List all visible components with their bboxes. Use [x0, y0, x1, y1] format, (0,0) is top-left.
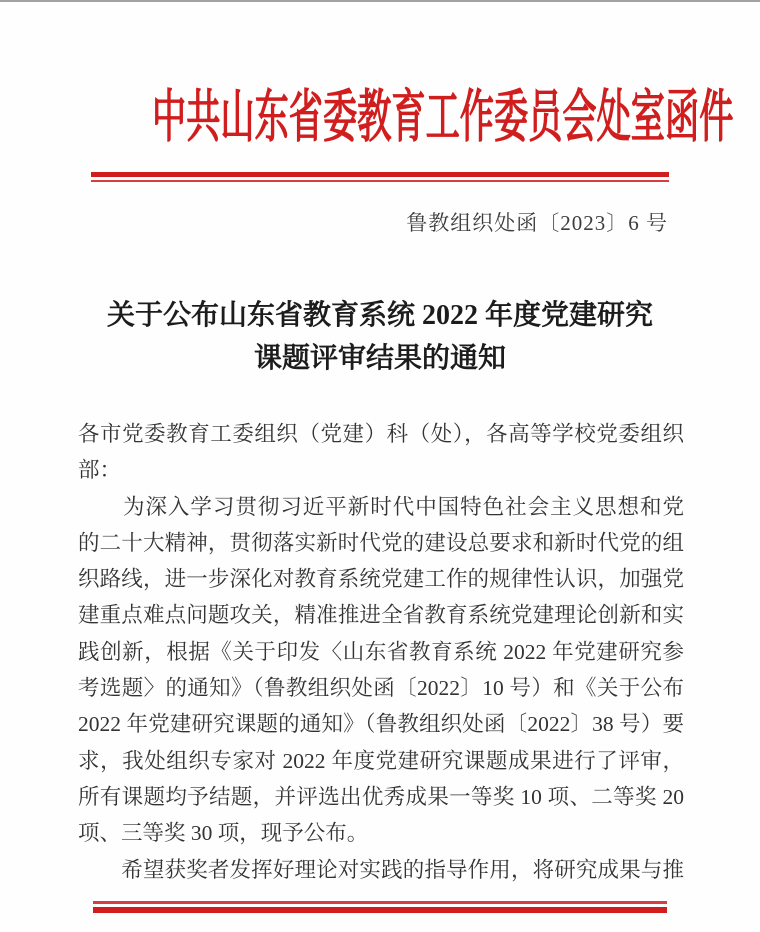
body-line: 项、三等奖 30 项，现予公布。	[78, 821, 369, 846]
document-body	[78, 416, 684, 888]
body-line: 建重点难点问题攻关，精准推进全省教育系统党建理论创新和实	[78, 603, 684, 628]
footer-rule-thick-line	[93, 907, 667, 913]
body-line: 考选题〉的通知》（鲁教组织处函〔2022〕10 号）和《关于公布	[78, 676, 684, 701]
body-line: 所有课题均予结题，并评选出优秀成果一等奖 10 项、二等奖 20	[78, 784, 684, 809]
body-line: 践创新，根据《关于印发〈山东省教育系统 2022 年党建研究参	[78, 639, 684, 664]
footer-rule	[93, 901, 667, 913]
header-rule	[91, 172, 669, 182]
masthead-title: 中共山东省委教育工作委员会处室函件	[151, 86, 734, 149]
notice-title	[0, 294, 760, 380]
header-rule-thick-line	[91, 172, 669, 177]
body-line: 希望获奖者发挥好理论对实践的指导作用，将研究成果与推	[78, 857, 684, 882]
body-line: 织路线，进一步深化对教育系统党建工作的规律性认识，加强党	[78, 567, 684, 592]
notice-title-line-1: 关于公布山东省教育系统 2022 年度党建研究	[106, 300, 653, 331]
body-line: 2022 年党建研究课题的通知》（鲁教组织处函〔2022〕38 号）要	[78, 712, 684, 737]
body-line: 各市党委教育工委组织（党建）科（处），各高等学校党委组织	[78, 422, 684, 446]
body-line: 为深入学习贯彻习近平新时代中国特色社会主义思想和党	[78, 494, 684, 519]
body-line: 部：	[78, 458, 122, 483]
body-line: 的二十大精神，贯彻落实新时代党的建设总要求和新时代党的组	[78, 530, 684, 555]
notice-title-line-2: 课题评审结果的通知	[253, 343, 506, 374]
header-rule-thin-line	[91, 180, 669, 182]
footer-rule-thin-line	[93, 901, 667, 904]
top-edge-line	[0, 0, 760, 2]
body-line: 求，我处组织专家对 2022 年度党建研究课题成果进行了评审，	[78, 748, 684, 773]
doc-number: 鲁教组织处函〔2023〕6 号	[406, 211, 668, 235]
